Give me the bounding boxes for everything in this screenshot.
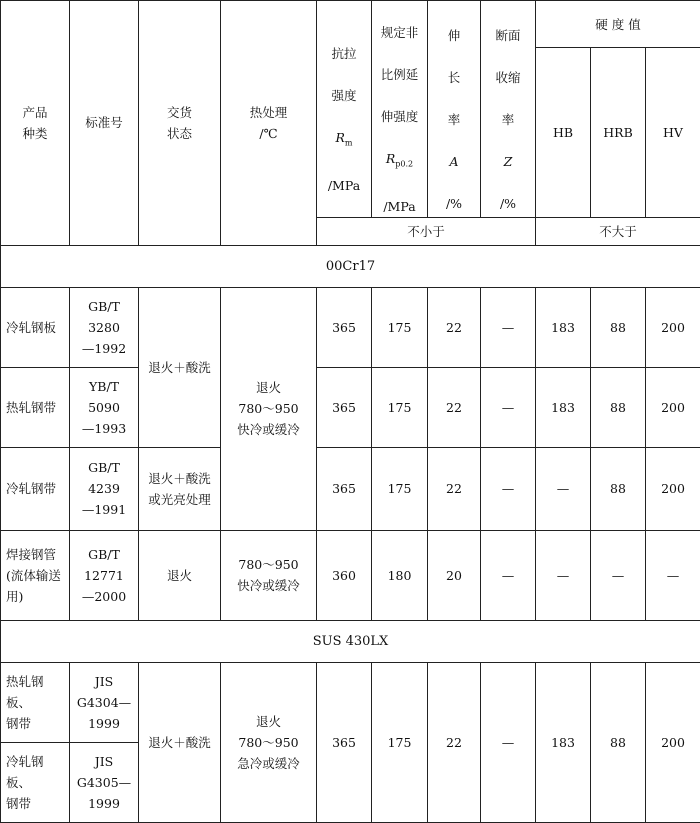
cell-standard: GB/T 4239 —1991 bbox=[70, 447, 139, 530]
cell-hv: 200 bbox=[646, 447, 700, 530]
cell-product: 冷轧钢板、 钢带 bbox=[1, 742, 70, 822]
cell-reduction: — bbox=[481, 447, 536, 530]
cell-rp02: 175 bbox=[372, 287, 428, 367]
header-elongation: 伸 长 率 A /% bbox=[428, 1, 481, 218]
cell-product: 冷轧钢板 bbox=[1, 287, 70, 367]
header-hv: HV bbox=[646, 48, 700, 217]
cell-hb: 183 bbox=[536, 662, 591, 822]
cell-hv: 200 bbox=[646, 367, 700, 447]
cell-delivery-state: 退火 bbox=[139, 530, 221, 620]
cell-reduction: — bbox=[481, 662, 536, 822]
cell-product: 焊接钢管 (流体输送 用) bbox=[1, 530, 70, 620]
cell-delivery-state: 退火＋酸洗 bbox=[139, 662, 221, 822]
cell-rp02: 175 bbox=[372, 662, 428, 822]
cell-standard: GB/T 12771 —2000 bbox=[70, 530, 139, 620]
cell-elongation: 22 bbox=[428, 367, 481, 447]
cell-hb: — bbox=[536, 447, 591, 530]
header-heat-treatment: 热处理 /℃ bbox=[221, 1, 317, 246]
header-delivery-state: 交货 状态 bbox=[139, 1, 221, 246]
cell-reduction: — bbox=[481, 530, 536, 620]
cell-delivery-state: 退火＋酸洗 或光亮处理 bbox=[139, 447, 221, 530]
cell-hb: — bbox=[536, 530, 591, 620]
cell-hrb: 88 bbox=[591, 287, 646, 367]
cell-product: 热轧钢板、 钢带 bbox=[1, 662, 70, 742]
cell-rp02: 180 bbox=[372, 530, 428, 620]
cell-reduction: — bbox=[481, 367, 536, 447]
header-not-less-than: 不小于 bbox=[317, 217, 536, 245]
cell-hv: 200 bbox=[646, 662, 700, 822]
cell-standard: JIS G4305—1999 bbox=[70, 742, 139, 822]
cell-heat-treatment: 780～950 快冷或缓冷 bbox=[221, 530, 317, 620]
header-not-more-than: 不大于 bbox=[536, 217, 700, 245]
cell-heat-treatment: 退火 780～950 快冷或缓冷 bbox=[221, 287, 317, 530]
header-tensile-strength: 抗拉 强度 $R_m$ /MPa bbox=[317, 1, 372, 218]
section-title-sus430lx: SUS 430LX bbox=[1, 620, 700, 662]
cell-elongation: 22 bbox=[428, 662, 481, 822]
cell-rp02: 175 bbox=[372, 447, 428, 530]
cell-reduction: — bbox=[481, 287, 536, 367]
cell-product: 冷轧钢带 bbox=[1, 447, 70, 530]
cell-hb: 183 bbox=[536, 287, 591, 367]
cell-rm: 365 bbox=[317, 447, 372, 530]
cell-hrb: 88 bbox=[591, 447, 646, 530]
header-hb: HB bbox=[536, 48, 591, 217]
cell-rm: 365 bbox=[317, 662, 372, 822]
cell-standard: YB/T 5090 —1993 bbox=[70, 367, 139, 447]
header-reduction-of-area: 断面 收缩 率 Z /% bbox=[481, 1, 536, 218]
cell-rp02: 175 bbox=[372, 367, 428, 447]
header-standard: 标准号 bbox=[70, 1, 139, 246]
cell-hv: 200 bbox=[646, 287, 700, 367]
header-yield-strength: 规定非 比例延 伸强度 $R_{p0.2}$ /MPa bbox=[372, 1, 428, 218]
cell-elongation: 22 bbox=[428, 287, 481, 367]
cell-product: 热轧钢带 bbox=[1, 367, 70, 447]
cell-standard: GB/T 3280 —1992 bbox=[70, 287, 139, 367]
header-hardness: 硬 度 值 bbox=[536, 1, 700, 48]
cell-hrb: — bbox=[591, 530, 646, 620]
cell-rm: 360 bbox=[317, 530, 372, 620]
cell-rm: 365 bbox=[317, 287, 372, 367]
cell-hv: — bbox=[646, 530, 700, 620]
cell-hb: 183 bbox=[536, 367, 591, 447]
header-product-type: 产品 种类 bbox=[1, 1, 70, 246]
header-hrb: HRB bbox=[591, 48, 646, 217]
cell-standard: JIS G4304—1999 bbox=[70, 662, 139, 742]
cell-hrb: 88 bbox=[591, 367, 646, 447]
cell-heat-treatment: 退火 780～950 急冷或缓冷 bbox=[221, 662, 317, 822]
cell-elongation: 20 bbox=[428, 530, 481, 620]
section-title-00cr17: 00Cr17 bbox=[1, 245, 700, 287]
cell-elongation: 22 bbox=[428, 447, 481, 530]
cell-delivery-state: 退火＋酸洗 bbox=[139, 287, 221, 447]
cell-hrb: 88 bbox=[591, 662, 646, 822]
cell-rm: 365 bbox=[317, 367, 372, 447]
